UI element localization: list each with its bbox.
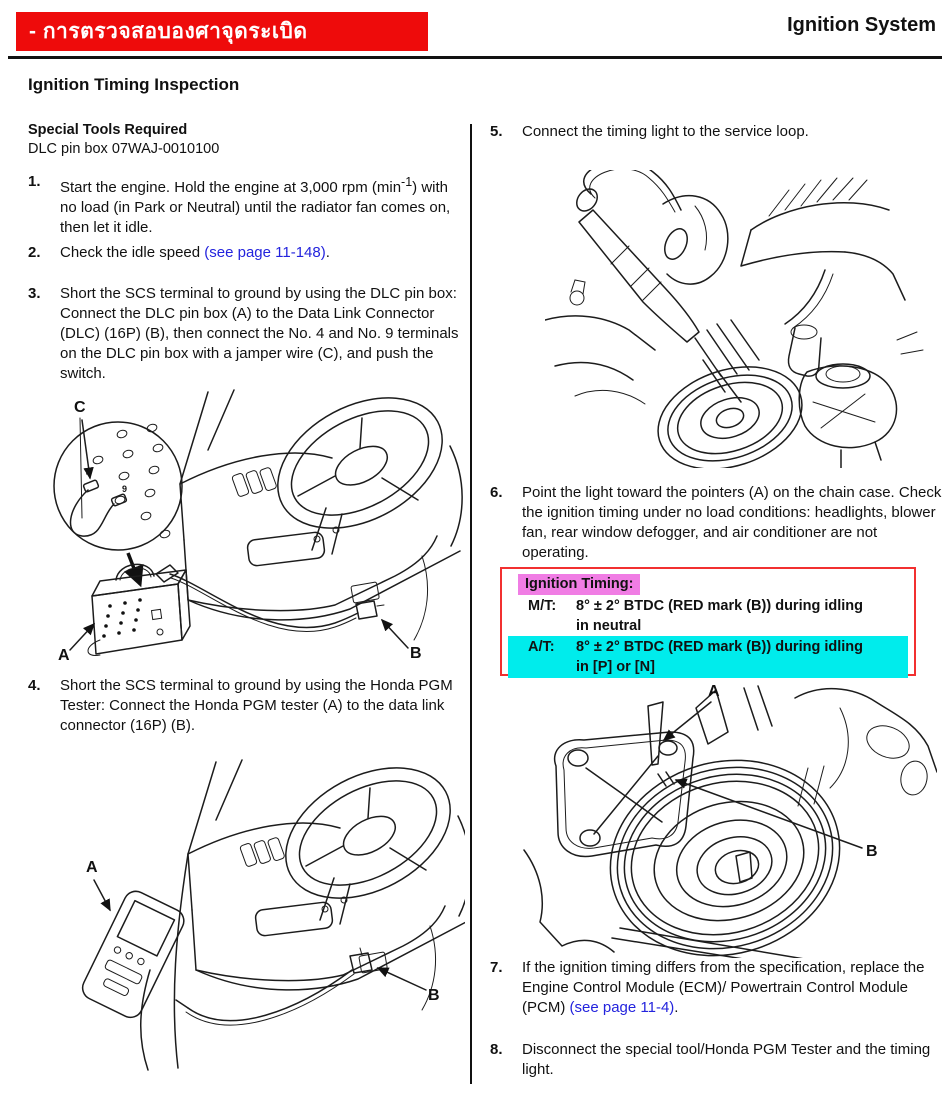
- step-3-number: 3.: [28, 285, 41, 302]
- fig2-label-b: B: [428, 987, 440, 1004]
- spec-title: Ignition Timing:: [518, 574, 640, 595]
- center-bolt: [736, 852, 752, 882]
- step-5-text: Connect the timing light to the service loop.: [522, 123, 809, 140]
- step-2-text: [60, 243, 462, 263]
- figure-timing-light-illustration: [545, 170, 935, 468]
- step-1: [28, 172, 462, 238]
- spec-at-line1: 8° ± 2° BTDC (RED mark (B)) during idling: [576, 639, 864, 655]
- fig1-label-a: A: [58, 647, 70, 664]
- figure-pulley-pointer-illustration: [500, 680, 937, 958]
- bracket-drawing: [555, 732, 694, 856]
- dashboard-drawing: [141, 758, 465, 1070]
- spec-mt-line1: 8° ± 2° BTDC (RED mark (B)) during idling: [576, 598, 864, 614]
- fig4-label-a: A: [708, 683, 720, 700]
- step-5-number: 5.: [490, 123, 503, 140]
- step-7-text-a: If the ignition timing differs from the specification, replace the Engine Control Module (ECM)/ Powertrain Control Module (PCM): [522, 959, 925, 1016]
- step-7: [490, 958, 942, 1018]
- figure-dlc-pin-box-illustration: [30, 388, 465, 673]
- step-1-text: [60, 172, 462, 238]
- fig4-label-b: B: [866, 843, 878, 860]
- dlc-pin-box-drawing: [88, 564, 384, 655]
- step-2-text-b: .: [325, 244, 330, 261]
- step-2-number: 2.: [28, 244, 41, 261]
- page-link-11-4[interactable]: (see page 11-4): [569, 999, 675, 1016]
- step-7-text-b: .: [674, 999, 679, 1016]
- pulley-drawing: [587, 734, 863, 958]
- step-6-number: 6.: [490, 484, 503, 501]
- step-7-number: 7.: [490, 959, 503, 976]
- spec-at-text: [576, 637, 863, 677]
- flash-marks: [695, 320, 759, 402]
- section-title: Ignition Timing Inspection: [28, 75, 240, 94]
- step-6: [490, 483, 942, 563]
- reservoir-drawing: [799, 364, 896, 468]
- special-tools-heading: Special Tools Required: [28, 122, 188, 138]
- block-drawing: [524, 850, 614, 952]
- fig1-label-b: B: [410, 645, 422, 662]
- special-tools-item: DLC pin box 07WAJ-0010100: [28, 141, 220, 157]
- pin-9-label: 9: [122, 484, 128, 494]
- spec-title-row: [518, 574, 914, 595]
- dashboard-drawing: [180, 388, 464, 640]
- step-4: [28, 676, 462, 736]
- step-4-number: 4.: [28, 677, 41, 694]
- banner-thai-text: - การตรวจสอบองศาจุดระเบิด: [29, 20, 308, 43]
- fig1-label-c: C: [74, 399, 86, 416]
- spec-row-mt: [508, 596, 908, 636]
- fig2-label-a: A: [86, 859, 98, 876]
- page-link-11-148[interactable]: (see page 11-148): [204, 244, 326, 261]
- step-5: [490, 122, 940, 142]
- step-8: [490, 1040, 942, 1080]
- step-1-text-a: Start the engine. Hold the engine at 3,000 rpm (min: [60, 179, 402, 196]
- step-3: [28, 284, 466, 384]
- spec-at-label: A/T:: [528, 639, 555, 655]
- header-rule: [8, 56, 942, 59]
- step-4-text: Short the SCS terminal to ground by using the Honda PGM Tester: Connect the Honda PGM tester (A) to the data link connector (16P) (B).: [60, 677, 453, 734]
- spec-mt-label: M/T:: [528, 598, 557, 614]
- spec-mt-line2: in neutral: [576, 618, 642, 634]
- engine-case-drawing: [696, 686, 937, 806]
- pin-4-label: 4: [86, 468, 92, 478]
- step-8-text: Disconnect the special tool/Honda PGM Tester and the timing light.: [522, 1041, 931, 1078]
- section-banner: [16, 12, 428, 51]
- step-2-text-a: Check the idle speed: [60, 244, 205, 261]
- spec-at-line2: in [P] or [N]: [576, 659, 655, 675]
- timing-light-drawing: [573, 170, 728, 342]
- step-3-text: Short the SCS terminal to ground by using the DLC pin box: Connect the DLC pin box (A) to the Data Link Connector (DLC) (16P) (B), then connect the No. 4 and No. 9 terminals on the DLC pin box with a jamper wire (C), and push the switch.: [60, 285, 459, 382]
- column-divider: [470, 124, 472, 1084]
- step-7-text: [522, 958, 942, 1018]
- step-8-number: 8.: [490, 1041, 503, 1058]
- ignition-timing-spec-box: [500, 567, 916, 676]
- step-1-text-b: ) with no load (in Park or Neutral) until the radiator fan comes on, then let it idle.: [60, 179, 451, 236]
- step-2: [28, 243, 462, 263]
- step-1-superscript: -1: [401, 175, 413, 189]
- spec-mt-text: [576, 596, 863, 636]
- spec-row-at: [508, 636, 908, 678]
- step-6-text: Point the light toward the pointers (A) on the chain case. Check the ignition timing under no load conditions: headlights, blower fan, rear window defogger, and air conditioner are not operating.: [522, 484, 942, 561]
- page-title: Ignition System: [787, 14, 936, 36]
- figure-pgm-tester-illustration: [30, 758, 465, 1088]
- step-1-number: 1.: [28, 173, 41, 190]
- callout-circle-drawing: [54, 418, 182, 584]
